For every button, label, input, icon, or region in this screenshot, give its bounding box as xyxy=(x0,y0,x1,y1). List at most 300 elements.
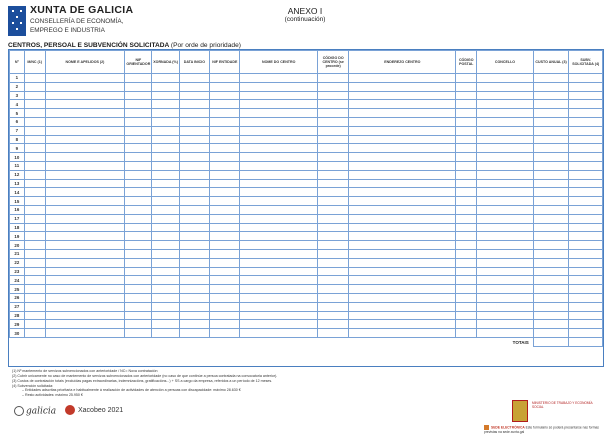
table-cell[interactable] xyxy=(210,285,240,294)
table-cell[interactable] xyxy=(152,126,179,135)
table-cell[interactable] xyxy=(240,293,318,302)
table-cell[interactable] xyxy=(210,100,240,109)
table-cell[interactable] xyxy=(533,82,569,91)
table-cell[interactable] xyxy=(456,74,477,83)
table-cell[interactable] xyxy=(125,293,152,302)
table-cell[interactable] xyxy=(317,161,348,170)
table-cell[interactable] xyxy=(24,285,45,294)
table-cell[interactable] xyxy=(349,232,456,241)
table-cell[interactable] xyxy=(179,82,209,91)
table-cell[interactable] xyxy=(569,197,603,206)
table-cell[interactable] xyxy=(349,258,456,267)
table-cell[interactable] xyxy=(349,329,456,338)
table-cell[interactable] xyxy=(152,74,179,83)
table-cell[interactable] xyxy=(349,144,456,153)
table-cell[interactable] xyxy=(317,144,348,153)
table-cell[interactable] xyxy=(179,205,209,214)
table-cell[interactable] xyxy=(45,205,125,214)
table-cell[interactable] xyxy=(240,329,318,338)
table-cell[interactable] xyxy=(533,126,569,135)
table-cell[interactable] xyxy=(45,188,125,197)
table-cell[interactable] xyxy=(210,188,240,197)
table-cell[interactable] xyxy=(240,205,318,214)
table-cell[interactable] xyxy=(477,179,534,188)
table-cell[interactable] xyxy=(210,205,240,214)
table-cell[interactable] xyxy=(317,82,348,91)
table-cell[interactable] xyxy=(456,223,477,232)
table-cell[interactable] xyxy=(317,214,348,223)
table-cell[interactable] xyxy=(569,91,603,100)
table-cell[interactable] xyxy=(152,329,179,338)
table-cell[interactable] xyxy=(349,276,456,285)
table-cell[interactable] xyxy=(456,311,477,320)
table-cell[interactable] xyxy=(152,179,179,188)
table-cell[interactable] xyxy=(317,258,348,267)
table-cell[interactable] xyxy=(456,258,477,267)
table-cell[interactable] xyxy=(179,320,209,329)
table-cell[interactable] xyxy=(456,179,477,188)
table-cell[interactable] xyxy=(456,91,477,100)
table-cell[interactable] xyxy=(569,320,603,329)
table-cell[interactable] xyxy=(125,249,152,258)
table-cell[interactable] xyxy=(45,91,125,100)
table-cell[interactable] xyxy=(24,161,45,170)
table-cell[interactable] xyxy=(45,293,125,302)
table-cell[interactable] xyxy=(45,329,125,338)
table-cell[interactable] xyxy=(24,249,45,258)
table-cell[interactable] xyxy=(569,223,603,232)
table-cell[interactable] xyxy=(456,232,477,241)
table-cell[interactable] xyxy=(349,91,456,100)
table-cell[interactable] xyxy=(456,153,477,162)
table-cell[interactable] xyxy=(152,320,179,329)
table-cell[interactable] xyxy=(349,109,456,118)
table-cell[interactable] xyxy=(477,267,534,276)
table-cell[interactable] xyxy=(533,161,569,170)
table-cell[interactable] xyxy=(24,276,45,285)
table-cell[interactable] xyxy=(456,276,477,285)
table-cell[interactable] xyxy=(533,276,569,285)
table-cell[interactable] xyxy=(45,285,125,294)
table-cell[interactable] xyxy=(125,188,152,197)
table-cell[interactable] xyxy=(24,311,45,320)
table-cell[interactable] xyxy=(24,214,45,223)
table-cell[interactable] xyxy=(179,135,209,144)
table-cell[interactable] xyxy=(477,126,534,135)
table-cell[interactable] xyxy=(152,161,179,170)
table-cell[interactable] xyxy=(152,117,179,126)
table-cell[interactable] xyxy=(45,109,125,118)
table-cell[interactable] xyxy=(533,258,569,267)
table-cell[interactable] xyxy=(152,205,179,214)
table-cell[interactable] xyxy=(24,267,45,276)
table-cell[interactable] xyxy=(240,302,318,311)
table-cell[interactable] xyxy=(45,232,125,241)
table-cell[interactable] xyxy=(569,144,603,153)
table-cell[interactable] xyxy=(125,223,152,232)
table-cell[interactable] xyxy=(569,232,603,241)
table-cell[interactable] xyxy=(569,249,603,258)
table-cell[interactable] xyxy=(349,267,456,276)
table-cell[interactable] xyxy=(210,82,240,91)
table-cell[interactable] xyxy=(477,197,534,206)
table-cell[interactable] xyxy=(240,197,318,206)
table-cell[interactable] xyxy=(477,170,534,179)
table-cell[interactable] xyxy=(179,109,209,118)
table-cell[interactable] xyxy=(179,91,209,100)
table-cell[interactable] xyxy=(125,241,152,250)
table-cell[interactable] xyxy=(317,197,348,206)
table-cell[interactable] xyxy=(456,205,477,214)
table-cell[interactable] xyxy=(240,153,318,162)
table-cell[interactable] xyxy=(569,109,603,118)
table-cell[interactable] xyxy=(152,91,179,100)
table-cell[interactable] xyxy=(240,144,318,153)
table-cell[interactable] xyxy=(477,329,534,338)
table-cell[interactable] xyxy=(210,197,240,206)
table-cell[interactable] xyxy=(569,170,603,179)
table-cell[interactable] xyxy=(317,329,348,338)
table-cell[interactable] xyxy=(125,100,152,109)
table-cell[interactable] xyxy=(240,276,318,285)
table-cell[interactable] xyxy=(24,188,45,197)
table-cell[interactable] xyxy=(210,293,240,302)
table-cell[interactable] xyxy=(533,311,569,320)
table-cell[interactable] xyxy=(533,135,569,144)
table-cell[interactable] xyxy=(24,135,45,144)
table-cell[interactable] xyxy=(152,144,179,153)
table-cell[interactable] xyxy=(533,232,569,241)
table-cell[interactable] xyxy=(240,311,318,320)
table-cell[interactable] xyxy=(349,249,456,258)
table-cell[interactable] xyxy=(349,82,456,91)
table-cell[interactable] xyxy=(317,126,348,135)
table-cell[interactable] xyxy=(349,214,456,223)
table-cell[interactable] xyxy=(210,109,240,118)
table-cell[interactable] xyxy=(24,232,45,241)
table-cell[interactable] xyxy=(152,293,179,302)
table-cell[interactable] xyxy=(45,241,125,250)
table-cell[interactable] xyxy=(317,170,348,179)
table-cell[interactable] xyxy=(477,258,534,267)
table-cell[interactable] xyxy=(533,109,569,118)
table-cell[interactable] xyxy=(45,302,125,311)
table-cell[interactable] xyxy=(45,311,125,320)
table-cell[interactable] xyxy=(240,161,318,170)
table-cell[interactable] xyxy=(179,285,209,294)
table-cell[interactable] xyxy=(533,117,569,126)
table-cell[interactable] xyxy=(456,161,477,170)
table-cell[interactable] xyxy=(125,126,152,135)
table-cell[interactable] xyxy=(210,302,240,311)
table-cell[interactable] xyxy=(317,249,348,258)
table-cell[interactable] xyxy=(533,329,569,338)
table-cell[interactable] xyxy=(477,320,534,329)
table-cell[interactable] xyxy=(125,276,152,285)
table-cell[interactable] xyxy=(317,188,348,197)
table-cell[interactable] xyxy=(240,179,318,188)
table-cell[interactable] xyxy=(456,267,477,276)
table-cell[interactable] xyxy=(240,82,318,91)
table-cell[interactable] xyxy=(125,258,152,267)
table-cell[interactable] xyxy=(179,267,209,276)
table-cell[interactable] xyxy=(317,311,348,320)
table-cell[interactable] xyxy=(210,170,240,179)
table-cell[interactable] xyxy=(477,117,534,126)
table-cell[interactable] xyxy=(210,311,240,320)
table-cell[interactable] xyxy=(179,179,209,188)
table-cell[interactable] xyxy=(210,117,240,126)
table-cell[interactable] xyxy=(317,320,348,329)
table-cell[interactable] xyxy=(45,100,125,109)
table-cell[interactable] xyxy=(569,285,603,294)
table-cell[interactable] xyxy=(24,179,45,188)
table-cell[interactable] xyxy=(179,188,209,197)
table-cell[interactable] xyxy=(317,276,348,285)
table-cell[interactable] xyxy=(569,214,603,223)
table-cell[interactable] xyxy=(179,276,209,285)
table-cell[interactable] xyxy=(152,197,179,206)
table-cell[interactable] xyxy=(569,293,603,302)
table-cell[interactable] xyxy=(125,82,152,91)
table-cell[interactable] xyxy=(477,100,534,109)
table-cell[interactable] xyxy=(152,223,179,232)
table-cell[interactable] xyxy=(317,223,348,232)
table-cell[interactable] xyxy=(569,258,603,267)
table-cell[interactable] xyxy=(533,100,569,109)
table-cell[interactable] xyxy=(45,74,125,83)
table-cell[interactable] xyxy=(569,153,603,162)
table-cell[interactable] xyxy=(349,74,456,83)
table-cell[interactable] xyxy=(125,205,152,214)
table-cell[interactable] xyxy=(317,74,348,83)
table-cell[interactable] xyxy=(349,161,456,170)
table-cell[interactable] xyxy=(125,161,152,170)
table-cell[interactable] xyxy=(477,74,534,83)
table-cell[interactable] xyxy=(45,161,125,170)
table-cell[interactable] xyxy=(210,232,240,241)
table-cell[interactable] xyxy=(456,188,477,197)
table-cell[interactable] xyxy=(45,223,125,232)
table-cell[interactable] xyxy=(125,232,152,241)
totals-cell[interactable] xyxy=(533,337,569,346)
table-cell[interactable] xyxy=(349,179,456,188)
table-cell[interactable] xyxy=(477,232,534,241)
table-cell[interactable] xyxy=(477,109,534,118)
table-cell[interactable] xyxy=(210,135,240,144)
table-cell[interactable] xyxy=(125,311,152,320)
table-cell[interactable] xyxy=(569,161,603,170)
table-cell[interactable] xyxy=(533,188,569,197)
table-cell[interactable] xyxy=(24,329,45,338)
table-cell[interactable] xyxy=(210,276,240,285)
table-cell[interactable] xyxy=(533,223,569,232)
table-cell[interactable] xyxy=(317,179,348,188)
table-cell[interactable] xyxy=(24,117,45,126)
table-cell[interactable] xyxy=(477,223,534,232)
table-cell[interactable] xyxy=(477,153,534,162)
table-cell[interactable] xyxy=(210,258,240,267)
table-cell[interactable] xyxy=(317,267,348,276)
table-cell[interactable] xyxy=(210,179,240,188)
table-cell[interactable] xyxy=(533,179,569,188)
table-cell[interactable] xyxy=(24,74,45,83)
table-cell[interactable] xyxy=(210,161,240,170)
table-cell[interactable] xyxy=(349,205,456,214)
table-cell[interactable] xyxy=(125,153,152,162)
table-cell[interactable] xyxy=(24,170,45,179)
table-cell[interactable] xyxy=(533,267,569,276)
table-cell[interactable] xyxy=(24,320,45,329)
table-cell[interactable] xyxy=(317,241,348,250)
table-cell[interactable] xyxy=(179,241,209,250)
table-cell[interactable] xyxy=(125,109,152,118)
table-cell[interactable] xyxy=(179,329,209,338)
table-cell[interactable] xyxy=(45,320,125,329)
table-cell[interactable] xyxy=(152,241,179,250)
table-cell[interactable] xyxy=(349,223,456,232)
table-cell[interactable] xyxy=(179,249,209,258)
table-cell[interactable] xyxy=(533,144,569,153)
table-cell[interactable] xyxy=(125,320,152,329)
table-cell[interactable] xyxy=(24,126,45,135)
table-cell[interactable] xyxy=(569,311,603,320)
table-cell[interactable] xyxy=(152,135,179,144)
table-cell[interactable] xyxy=(152,214,179,223)
table-cell[interactable] xyxy=(317,153,348,162)
table-cell[interactable] xyxy=(533,285,569,294)
table-cell[interactable] xyxy=(569,205,603,214)
table-cell[interactable] xyxy=(533,91,569,100)
table-cell[interactable] xyxy=(210,320,240,329)
table-cell[interactable] xyxy=(210,329,240,338)
table-cell[interactable] xyxy=(477,241,534,250)
table-cell[interactable] xyxy=(477,91,534,100)
table-cell[interactable] xyxy=(317,117,348,126)
table-cell[interactable] xyxy=(45,258,125,267)
table-cell[interactable] xyxy=(456,82,477,91)
table-cell[interactable] xyxy=(240,91,318,100)
table-cell[interactable] xyxy=(45,135,125,144)
table-cell[interactable] xyxy=(179,302,209,311)
table-cell[interactable] xyxy=(240,241,318,250)
table-cell[interactable] xyxy=(240,170,318,179)
table-cell[interactable] xyxy=(569,267,603,276)
table-cell[interactable] xyxy=(533,197,569,206)
table-cell[interactable] xyxy=(45,82,125,91)
table-cell[interactable] xyxy=(533,241,569,250)
table-cell[interactable] xyxy=(240,320,318,329)
table-cell[interactable] xyxy=(179,126,209,135)
table-cell[interactable] xyxy=(240,232,318,241)
totals-cell[interactable] xyxy=(569,337,603,346)
table-cell[interactable] xyxy=(533,214,569,223)
table-cell[interactable] xyxy=(569,135,603,144)
table-cell[interactable] xyxy=(152,311,179,320)
table-cell[interactable] xyxy=(125,214,152,223)
table-cell[interactable] xyxy=(24,91,45,100)
table-cell[interactable] xyxy=(349,293,456,302)
table-cell[interactable] xyxy=(477,285,534,294)
table-cell[interactable] xyxy=(240,126,318,135)
table-cell[interactable] xyxy=(179,117,209,126)
table-cell[interactable] xyxy=(45,276,125,285)
table-cell[interactable] xyxy=(569,329,603,338)
table-cell[interactable] xyxy=(210,74,240,83)
table-cell[interactable] xyxy=(477,144,534,153)
table-cell[interactable] xyxy=(569,100,603,109)
table-cell[interactable] xyxy=(210,249,240,258)
table-cell[interactable] xyxy=(349,100,456,109)
table-cell[interactable] xyxy=(240,109,318,118)
table-cell[interactable] xyxy=(240,285,318,294)
table-cell[interactable] xyxy=(179,153,209,162)
table-cell[interactable] xyxy=(45,117,125,126)
table-cell[interactable] xyxy=(477,135,534,144)
table-cell[interactable] xyxy=(569,126,603,135)
table-cell[interactable] xyxy=(125,117,152,126)
table-cell[interactable] xyxy=(533,320,569,329)
table-cell[interactable] xyxy=(317,109,348,118)
table-cell[interactable] xyxy=(456,320,477,329)
table-cell[interactable] xyxy=(349,311,456,320)
table-cell[interactable] xyxy=(349,302,456,311)
table-cell[interactable] xyxy=(240,223,318,232)
table-cell[interactable] xyxy=(210,214,240,223)
table-cell[interactable] xyxy=(24,205,45,214)
table-cell[interactable] xyxy=(24,144,45,153)
table-cell[interactable] xyxy=(210,144,240,153)
table-cell[interactable] xyxy=(533,249,569,258)
table-cell[interactable] xyxy=(179,214,209,223)
table-cell[interactable] xyxy=(125,74,152,83)
table-cell[interactable] xyxy=(45,214,125,223)
table-cell[interactable] xyxy=(349,320,456,329)
table-cell[interactable] xyxy=(152,188,179,197)
table-cell[interactable] xyxy=(45,126,125,135)
table-cell[interactable] xyxy=(24,82,45,91)
table-cell[interactable] xyxy=(240,117,318,126)
table-cell[interactable] xyxy=(125,170,152,179)
table-cell[interactable] xyxy=(240,249,318,258)
table-cell[interactable] xyxy=(179,197,209,206)
table-cell[interactable] xyxy=(179,223,209,232)
table-cell[interactable] xyxy=(179,161,209,170)
table-cell[interactable] xyxy=(477,214,534,223)
table-cell[interactable] xyxy=(569,74,603,83)
table-cell[interactable] xyxy=(349,135,456,144)
table-cell[interactable] xyxy=(477,249,534,258)
table-cell[interactable] xyxy=(456,285,477,294)
table-cell[interactable] xyxy=(456,170,477,179)
table-cell[interactable] xyxy=(569,82,603,91)
table-cell[interactable] xyxy=(210,91,240,100)
table-cell[interactable] xyxy=(456,197,477,206)
table-cell[interactable] xyxy=(210,223,240,232)
table-cell[interactable] xyxy=(24,241,45,250)
table-cell[interactable] xyxy=(125,179,152,188)
table-cell[interactable] xyxy=(533,293,569,302)
table-cell[interactable] xyxy=(152,267,179,276)
table-cell[interactable] xyxy=(125,135,152,144)
table-cell[interactable] xyxy=(125,91,152,100)
table-cell[interactable] xyxy=(240,214,318,223)
table-cell[interactable] xyxy=(125,285,152,294)
table-cell[interactable] xyxy=(24,100,45,109)
table-cell[interactable] xyxy=(533,302,569,311)
table-cell[interactable] xyxy=(152,153,179,162)
table-cell[interactable] xyxy=(24,258,45,267)
